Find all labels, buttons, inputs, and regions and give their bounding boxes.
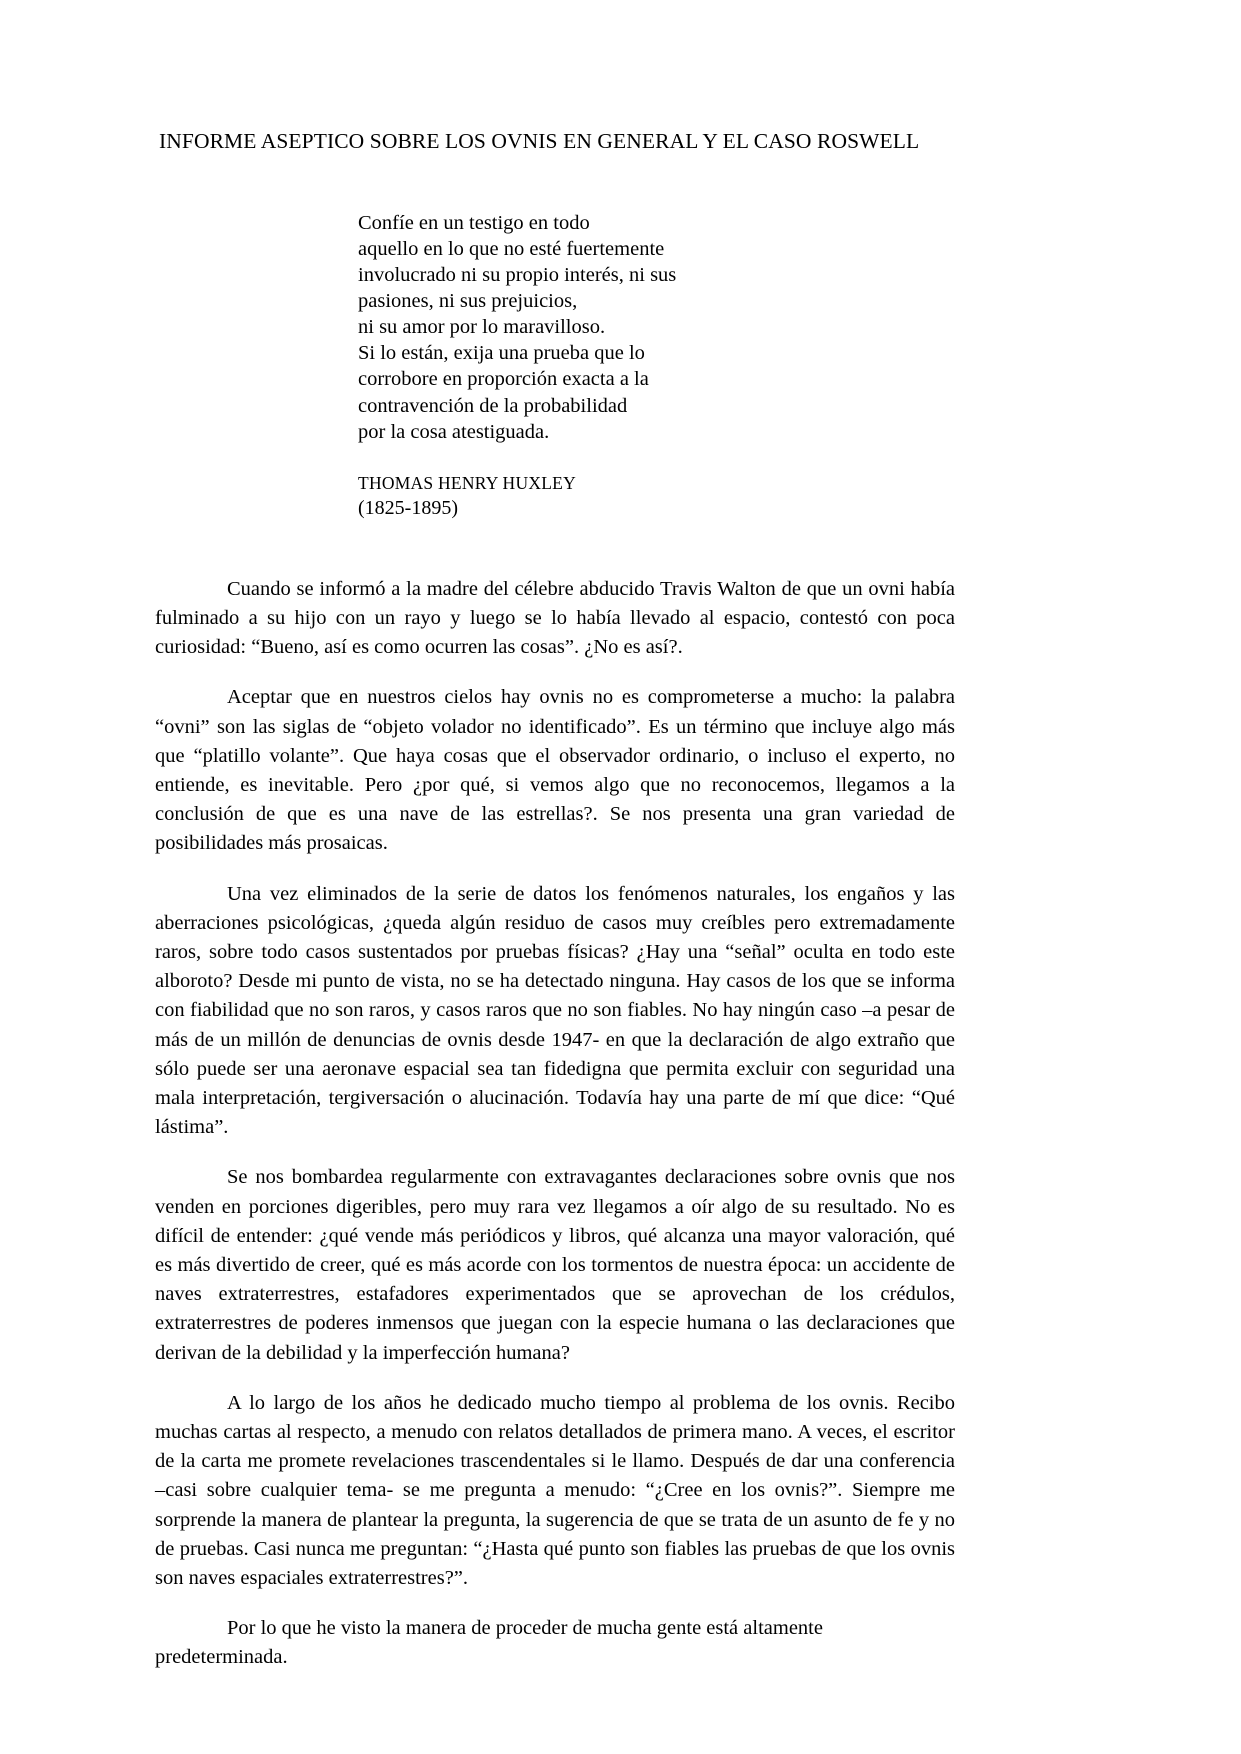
epigraph-block	[358, 210, 778, 521]
epigraph-line: contravención de la probabilidad	[358, 394, 628, 417]
epigraph-author-dates: (1825-1895)	[358, 496, 458, 519]
paragraph: Cuando se informó a la madre del célebre abducido Travis Walton de que un ovni había fulminado a su hijo con un rayo y luego se lo había llevado al espacio, contestó con poca curiosidad: “Bueno, así es como ocurren las cosas”. ¿No es así?.	[155, 577, 955, 659]
epigraph-line: corrobore en proporción exacta a la	[358, 368, 649, 391]
epigraph-line: aquello en lo que no esté fuertemente	[358, 237, 665, 260]
page-title: INFORME ASEPTICO SOBRE LOS OVNIS EN GENERAL Y EL CASO ROSWELL	[159, 129, 920, 153]
epigraph-line: Confíe en un testigo en todo	[358, 211, 590, 234]
epigraph-line: pasiones, ni sus prejuicios,	[358, 290, 578, 313]
body-text	[155, 575, 955, 1673]
epigraph-line: por la cosa atestiguada.	[358, 420, 550, 443]
epigraph-line: involucrado ni su propio interés, ni sus	[358, 264, 677, 287]
page-content	[155, 128, 955, 1673]
paragraph: Una vez eliminados de la serie de datos los fenómenos naturales, los engaños y las aberraciones psicológicas, ¿queda algún residuo de casos muy creíbles pero extremadamente raros, sobre todo casos sustentados por pruebas físicas? ¿Hay una “señal” oculta en todo este alboroto? Desde mi punto de vista, no se ha detectado ninguna. Hay casos de los que se informa con fiabilidad que no son raros, y casos raros que no son fiables. No hay ningún caso –a pesar de más de un millón de denuncias de ovnis desde 1947- en que la declaración de algo extraño que sólo puede ser una aeronave espacial sea tan fidedigna que permita excluir con seguridad una mala interpretación, tergiversación o alucinación. Todavía hay una parte de mí que dice: “Qué lástima”.	[155, 882, 955, 1139]
paragraph: A lo largo de los años he dedicado mucho tiempo al problema de los ovnis. Recibo muchas cartas al respecto, a menudo con relatos detallados de primera mano. A veces, el escritor de la carta me promete revelaciones trascendentales si le llamo. Después de dar una conferencia –casi sobre cualquier tema- se me pregunta a menudo: “¿Cree en los ovnis?”. Siempre me sorprende la manera de plantear la pregunta, la sugerencia de que se trata de un asunto de fe y no de pruebas. Casi nunca me preguntan: “¿Hasta qué punto son fiables las pruebas de que los ovnis son naves espaciales extraterrestres?”.	[155, 1391, 955, 1590]
paragraph: Aceptar que en nuestros cielos hay ovnis no es comprometerse a mucho: la palabra “ovni” son las siglas de “objeto volador no identificado”. Es un término que incluye algo más que “platillo volante”. Que haya cosas que el observador ordinario, o incluso el experto, no entiende, es inevitable. Pero ¿por qué, si vemos algo que no reconocemos, llegamos a la conclusión de que es una nave de las estrellas?. Se nos presenta una gran variedad de posibilidades más prosaicas.	[155, 686, 955, 855]
epigraph-line: ni su amor por lo maravilloso.	[358, 316, 606, 339]
epigraph-verse	[358, 210, 778, 445]
epigraph-attribution	[358, 471, 778, 521]
epigraph-author: THOMAS HENRY HUXLEY	[358, 472, 576, 493]
paragraph: Se nos bombardea regularmente con extravagantes declaraciones sobre ovnis que nos venden en porciones digeribles, pero muy rara vez llegamos a oír algo de su resultado. No es difícil de entender: ¿qué vende más periódicos y libros, qué alcanza una mayor valoración, qué es más divertido de creer, qué es más acorde con los tormentos de nuestra época: un accidente de naves extraterrestres, estafadores experimentados que se aprovechan de los crédulos, extraterrestres de poderes inmensos que juegan con la especie humana o las declaraciones que derivan de la debilidad y la imperfección humana?	[155, 1166, 955, 1364]
paragraph: Por lo que he visto la manera de proceder de mucha gente está altamente predeterminada.	[155, 1617, 823, 1669]
epigraph-line: Si lo están, exija una prueba que lo	[358, 342, 645, 365]
